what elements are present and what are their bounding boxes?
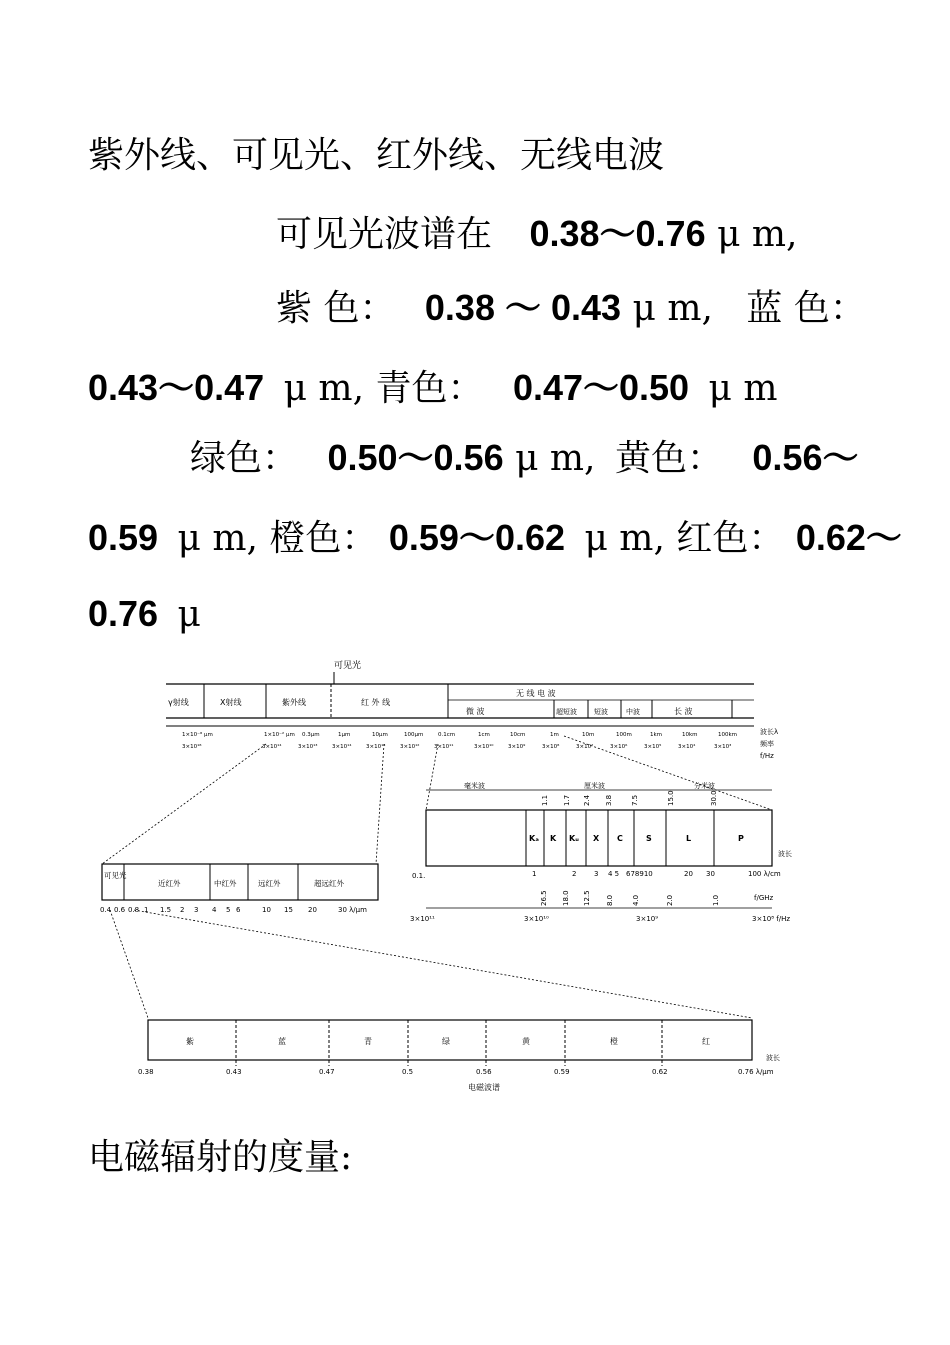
unit: μ m, xyxy=(717,214,798,255)
micro-wave-tick: 20 xyxy=(684,870,693,878)
microwave-band: 微 波 xyxy=(466,707,485,716)
ghz-label: 8.0 xyxy=(606,894,614,906)
green-band: 绿 xyxy=(442,1037,450,1046)
vis-tick: 0.38 xyxy=(138,1068,154,1076)
ir-tick: 0.4 xyxy=(100,906,112,914)
freq-tick: 3×10⁸ xyxy=(542,744,560,750)
micro-wave-tick: 678910 xyxy=(626,870,653,878)
micro-wave-tick: 100 λ/cm xyxy=(748,870,781,878)
orange-label: 橙色： xyxy=(269,518,378,559)
wavelength-axis-label: 波长λ xyxy=(760,728,779,736)
frequency-unit: f/Hz xyxy=(760,752,774,760)
micro-hz-tick: 3×10⁸ f/Hz xyxy=(752,915,791,923)
ir-tick: 2 xyxy=(180,906,185,914)
ghz-label: 26.5 xyxy=(540,890,548,906)
band-ku: Kᵤ xyxy=(569,834,579,843)
wave-tick: 0.3μm xyxy=(302,732,320,738)
visible-light-label: 可见光 xyxy=(334,661,362,671)
freq-tick: 3×10¹¹ xyxy=(434,744,454,750)
freq-tick: 3×10⁶ xyxy=(610,744,628,750)
freq-tick: 3×10¹³ xyxy=(366,744,386,750)
freq-tick: 3×10⁷ xyxy=(576,744,594,750)
unit: μ m, xyxy=(584,518,665,559)
ir-tick: 30 λ/μm xyxy=(338,906,367,914)
wave-tick: 100μm xyxy=(404,732,424,738)
red-band: 红 xyxy=(702,1037,710,1046)
yellow-orange-red-line xyxy=(88,516,902,561)
blue-band: 蓝 xyxy=(278,1037,286,1046)
mid-ir: 中红外 xyxy=(214,879,237,888)
band-ka: Kₐ xyxy=(529,834,539,843)
wave-tick: 10cm xyxy=(510,732,526,738)
ghz-unit: f/GHz xyxy=(754,894,774,902)
micro-wave-tick: 0.1. xyxy=(412,872,426,880)
heading-line-1 xyxy=(88,134,664,178)
vis-tick: 0.47 xyxy=(319,1068,335,1076)
ir-tick: 15 xyxy=(284,906,293,914)
wave-tick: 1×10⁻⁸ μm xyxy=(182,732,213,738)
vis-tick: 0.43 xyxy=(226,1068,242,1076)
shortwave-band: 短波 xyxy=(594,708,608,716)
violet-blue-line xyxy=(276,286,866,331)
cyan-label: 青色： xyxy=(375,368,484,409)
wave-tick: 1km xyxy=(650,732,663,738)
figure-caption: 电磁波谱 xyxy=(468,1083,500,1092)
decimeter-wave-label: 分米波 xyxy=(694,782,715,790)
ir-tick: 5 xyxy=(226,906,231,914)
near-ir: 近红外 xyxy=(158,879,181,888)
millimeter-wave-label: 毫米波 xyxy=(464,782,485,790)
yellow-range-end: 0.59 xyxy=(88,517,159,558)
freq-tick: 3×10¹² xyxy=(400,744,420,750)
violet-label: 紫 色： xyxy=(276,288,396,329)
ir-tick: 1.5 xyxy=(160,906,172,914)
section-heading xyxy=(88,1136,352,1180)
ghz-label: 2.0 xyxy=(666,894,674,906)
ir-tick: 3 xyxy=(194,906,199,914)
freq-tick: 3×10⁵ xyxy=(644,744,662,750)
green-yellow-line xyxy=(190,436,858,481)
ghz-label: 4.0 xyxy=(632,894,640,906)
vis-wavelength-label: 波长 xyxy=(766,1054,780,1062)
spectrum-categories: 紫外线、可见光、红外线、无线电波 xyxy=(88,135,665,176)
far-ir: 远红外 xyxy=(258,879,281,888)
freq-tick: 3×10¹³ xyxy=(298,744,318,750)
wave-tick: 100m xyxy=(616,732,632,738)
red-label: 红色： xyxy=(676,518,785,559)
wave-tick: 10m xyxy=(582,732,595,738)
band-edge-label: 1.7 xyxy=(563,794,571,806)
vis-tick: 0.5 xyxy=(402,1068,414,1076)
band-k: K xyxy=(550,834,557,843)
ghz-label: 1.0 xyxy=(712,894,720,906)
orange-band: 橙 xyxy=(610,1037,618,1046)
band-edge-label: 2.4 xyxy=(583,794,591,806)
freq-tick: 3×10¹⁸ xyxy=(182,744,202,750)
unit: μ m, xyxy=(515,438,596,479)
ir-tick: 6 xyxy=(236,906,241,914)
band-x: X xyxy=(593,834,600,843)
cyan-range: 0.47～0.50 xyxy=(512,367,690,408)
band-s: S xyxy=(646,834,652,843)
band-edge-label: 1.1 xyxy=(541,794,549,806)
vis-tick: 0.59 xyxy=(554,1068,570,1076)
freq-tick: 3×10¹⁴ xyxy=(332,744,352,750)
wave-tick: 10μm xyxy=(372,732,388,738)
yellow-range-start: 0.56～ xyxy=(752,437,859,478)
band-l: L xyxy=(686,834,692,843)
vhf-band: 超短波 xyxy=(556,708,577,716)
wave-tick: 100km xyxy=(718,732,738,738)
visible-range-label: 可见光波谱在 xyxy=(276,214,493,255)
ir-tick: 1 xyxy=(144,906,149,914)
mediumwave-band: 中波 xyxy=(626,708,640,716)
gamma-ray-band: γ射线 xyxy=(168,698,189,707)
unit: μ m, xyxy=(632,288,713,329)
visible-range-line xyxy=(276,212,797,257)
red-range-start: 0.62～ xyxy=(795,517,902,558)
yellow-label: 黄色： xyxy=(614,438,723,479)
violet-band: 紫 xyxy=(186,1037,194,1046)
micro-wave-tick: 4 5 xyxy=(608,870,620,878)
vis-tick: 0.76 λ/μm xyxy=(738,1068,774,1076)
orange-range: 0.59～0.62 xyxy=(388,517,566,558)
ultraviolet-band: 紫外线 xyxy=(282,698,306,707)
longwave-band: 长 波 xyxy=(674,707,693,716)
freq-tick: 3×10¹⁰ xyxy=(474,744,494,750)
ir-tick: 20 xyxy=(308,906,317,914)
extreme-far-ir: 超远红外 xyxy=(314,879,344,888)
xray-band: X射线 xyxy=(220,698,242,707)
micro-wave-tick: 1 xyxy=(532,870,537,878)
radio-band: 无 线 电 波 xyxy=(516,689,556,698)
ir-tick: 0.6 xyxy=(114,906,126,914)
red-end-line xyxy=(88,592,201,637)
micro-wavelength-label: 波长 xyxy=(778,850,792,858)
ghz-label: 18.0 xyxy=(562,890,570,906)
ir-visible: 可见光 xyxy=(104,871,127,880)
micro-wave-tick: 2 xyxy=(572,870,577,878)
ir-tick: 0.8 xyxy=(128,906,140,914)
green-range: 0.50～0.56 xyxy=(327,437,504,478)
visible-range-value: 0.38～0.76 xyxy=(529,213,706,254)
centimeter-wave-label: 厘米波 xyxy=(584,782,605,790)
band-edge-label: 30.0 xyxy=(710,790,718,806)
band-edge-label: 15.0 xyxy=(667,790,675,806)
violet-range: 0.38 ～ 0.43 xyxy=(424,287,622,328)
wave-tick: 1μm xyxy=(338,732,351,738)
vis-tick: 0.56 xyxy=(476,1068,492,1076)
blue-label: 蓝 色： xyxy=(746,288,866,329)
ir-tick: 10 xyxy=(262,906,271,914)
micro-hz-tick: 3×10¹¹ xyxy=(410,915,435,923)
wave-tick: 1cm xyxy=(478,732,490,738)
wave-tick: 1×10⁻² μm xyxy=(264,732,295,738)
micro-hz-tick: 3×10¹⁰ xyxy=(524,915,549,923)
infrared-band: 红 外 线 xyxy=(361,698,391,707)
yellow-band: 黄 xyxy=(522,1037,530,1046)
blue-range: 0.43～0.47 xyxy=(88,367,265,408)
ghz-label: 12.5 xyxy=(583,890,591,906)
frequency-axis-label: 频率 xyxy=(760,740,774,748)
band-c: C xyxy=(617,834,623,843)
freq-tick: 3×10⁴ xyxy=(678,744,696,750)
unit: μ xyxy=(177,594,201,635)
unit: μ m, xyxy=(283,368,365,409)
cyan-band: 青 xyxy=(364,1037,372,1046)
green-label: 绿色： xyxy=(190,438,299,479)
band-edge-label: 3.8 xyxy=(605,794,613,806)
ir-tick: 4 xyxy=(212,906,217,914)
band-edge-label: 7.5 xyxy=(631,794,639,806)
freq-tick: 3×10³ xyxy=(714,744,732,750)
vis-tick: 0.62 xyxy=(652,1068,668,1076)
micro-hz-tick: 3×10⁹ xyxy=(636,915,659,923)
unit: μ m, xyxy=(177,518,258,559)
wave-tick: 0.1cm xyxy=(438,732,456,738)
em-measurement-heading: 电磁辐射的度量: xyxy=(88,1137,353,1178)
wave-tick: 10km xyxy=(682,732,698,738)
band-p: P xyxy=(738,834,744,843)
unit: μ m xyxy=(708,368,778,409)
blue-cyan-line xyxy=(88,366,778,411)
micro-wave-tick: 30 xyxy=(706,870,715,878)
em-spectrum-figure xyxy=(86,648,816,1104)
micro-wave-tick: 3 xyxy=(594,870,599,878)
freq-tick: 3×10¹⁴ xyxy=(262,744,282,750)
red-range-end: 0.76 xyxy=(88,593,159,634)
freq-tick: 3×10⁹ xyxy=(508,744,526,750)
wave-tick: 1m xyxy=(550,732,559,738)
